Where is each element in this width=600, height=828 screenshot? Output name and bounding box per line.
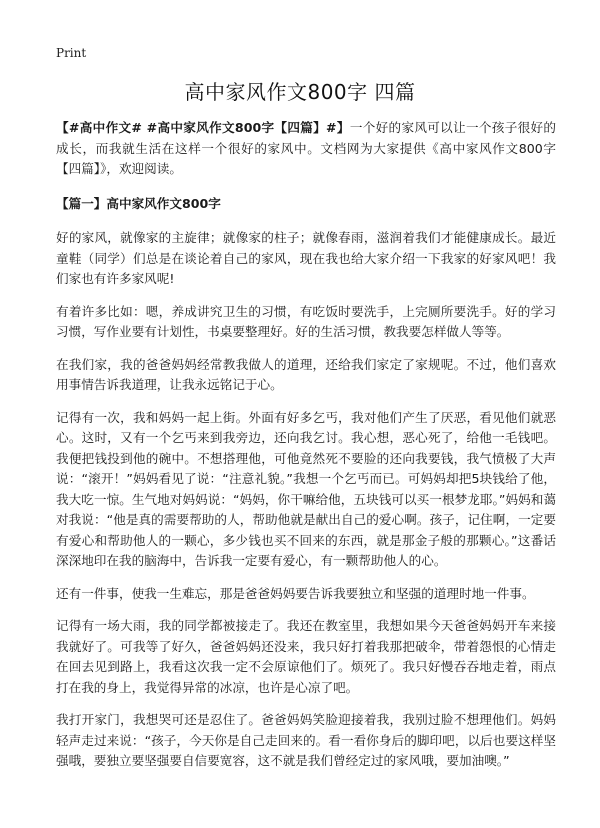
- paragraph: 还有一件事，使我一生难忘，那是爸爸妈妈要告诉我要独立和坚强的道理时地一件事。: [56, 585, 535, 601]
- paragraph: 有着许多比如：嗯，养成讲究卫生的习惯，有吃饭时要洗手，上完厕所要洗手。好的学习习惯，写作业要有计划性，书桌要整理好。好的生活习惯，教我要怎样做人等等。: [56, 303, 556, 339]
- print-link[interactable]: Print: [56, 46, 87, 60]
- page-title: 高中家风作文800字 四篇: [184, 80, 416, 104]
- paragraph: 记得有一次，我和妈妈一起上街。外面有好多乞丐，我对他们产生了厌恶，看见他们就恶心。这时，又有一个乞丐来到我旁边，还向我乞讨。我心想，恶心死了，给他一毛钱吧。我便把钱投到他的碗中。不想搭理他，可他竟然死不要脸的还向我要钱，我气愤极了大声说：“滚开！”妈妈看见了说：“注意礼貌。”我想一个乞丐而已。可妈妈却把5块钱给了他，我大吃一惊。生气地对妈妈说：“妈妈，你干嘛给他，五块钱可以买一根梦龙耶。”妈妈和蔼对我说：“他是真的需要帮助的人，帮助他就是献出自己的爱心啊。孩子，记住啊，一定要有爱心和帮助他人的一颗心，多少钱也买不回来的东西，就是那金子般的那颗心。”这番话深深地印在我的脑海中，告诉我一定要有爱心，有一颗帮助他人的心。: [56, 409, 556, 568]
- paragraph: 记得有一场大雨，我的同学都被接走了。我还在教室里，我想如果今天爸爸妈妈开车来接我就好了。可我等了好久，爸爸妈妈还没来，我只好打着我那把破伞，带着怨恨的心情走在回去见到路上，我看这次我一定不会原谅他们了。烦死了。我只好慢吞吞地走着，雨点打在我的身上，我觉得异常的冰凉，也许是心凉了吧。: [56, 618, 556, 695]
- paragraph: 在我们家，我的爸爸妈妈经常教我做人的道理，还给我们家定了家规呢。不过，他们喜欢用事情告诉我道理，让我永远铭记于心。: [56, 356, 556, 392]
- paragraph: 我打开家门，我想哭可还是忍住了。爸爸妈妈笑脸迎接着我，我别过脸不想理他们。妈妈轻声走过来说：“孩子，今天你是自己走回来的。看一看你身后的脚印吧，以后也要这样坚强哦，要独立要坚强要自信要宽容，这不就是我们曾经定过的家风哦，要加油噢。”: [56, 712, 556, 768]
- article-body: [56, 118, 556, 784]
- paragraph: 好的家风，就像家的主旋律；就像家的柱子；就像春雨，滋润着我们才能健康成长。最近童鞋（同学）们总是在谈论着自己的家风，现在我也给大家介绍一下我家的好家风吧！我们家也有许多家风呢!: [56, 230, 556, 286]
- section-heading: 【篇一】高中家风作文800字: [56, 195, 221, 211]
- intro-tags: 【#高中作文# #高中家风作文800字【四篇】#】: [56, 120, 350, 135]
- intro-paragraph: [56, 118, 556, 180]
- intro-text: 一个好的家风可以让一个孩子很好的成长，而我就生活在这样一个很好的家风中。文档网为大家提供《高中家风作文800字【四篇】》，欢迎阅读。: [56, 120, 556, 176]
